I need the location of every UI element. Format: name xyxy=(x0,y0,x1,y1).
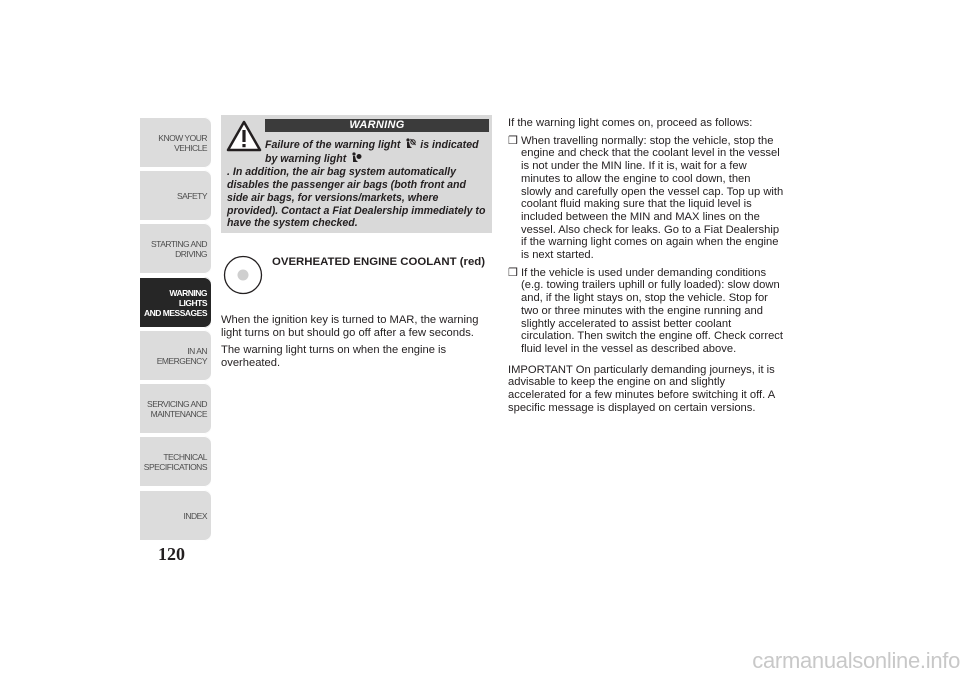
page-number: 120 xyxy=(158,544,185,564)
procedure-column xyxy=(508,117,784,419)
airbag-warning-icon xyxy=(350,152,362,163)
list-item xyxy=(508,135,784,262)
coolant-paragraph-2: The warning light turns on when the engine is overheated. xyxy=(221,344,447,370)
important-note: IMPORTANT On particularly demanding journeys, it is advisable to keep the engine on and slightly accelerated for a few minutes before switching it off. A specific message is displayed on certain versions. xyxy=(508,363,775,414)
airbag-failure-icon xyxy=(404,138,416,149)
list-item-text: When travelling normally: stop the vehicle, stop the engine and check that the coolant level in the vessel is not under the MIN line. If it is, wait for a few minutes to allow the engine to cool down, then slowly and carefully open the vessel cap. Top up with coolant fluid making sure that the liquid level is included between the MIN and MAX lines on the vessel. Also check for leaks. Go to a Fiat Dealership if the warning light comes on again when the engine is next started. xyxy=(521,134,784,262)
procedure-intro: If the warning light comes on, proceed as follows: xyxy=(508,117,753,129)
tab-label: INDEX xyxy=(183,510,207,521)
tab-know-your-vehicle[interactable] xyxy=(140,117,211,168)
tab-label: STARTING AND DRIVING xyxy=(150,238,207,259)
warning-text-part1: Failure of the warning light xyxy=(265,139,401,151)
list-item xyxy=(508,267,784,356)
coolant-warning-light-icon xyxy=(223,255,263,295)
tab-label: SAFETY xyxy=(176,190,207,201)
warning-text xyxy=(227,138,489,230)
tab-label: IN AN EMERGENCY xyxy=(156,345,207,366)
coolant-section-title: OVERHEATED ENGINE COOLANT (red) xyxy=(272,256,486,268)
tab-starting-and-driving[interactable] xyxy=(140,223,211,274)
tab-technical-specifications[interactable] xyxy=(140,436,211,487)
tab-safety[interactable] xyxy=(140,170,211,221)
tab-label: WARNING LIGHTS AND MESSAGES xyxy=(144,287,207,318)
checkbox-bullet-icon: ❒ xyxy=(508,266,519,279)
coolant-paragraph-1: When the ignition key is turned to MAR, the warning light turns on but should go off after a few seconds. xyxy=(221,314,479,339)
tab-servicing[interactable] xyxy=(140,383,211,434)
warning-text-part2: is indicated by warning light xyxy=(265,139,479,165)
warning-lead xyxy=(227,138,489,166)
checkbox-bullet-icon: ❒ xyxy=(508,134,519,147)
tab-index[interactable] xyxy=(140,490,211,541)
list-item-text: If the vehicle is used under demanding conditions (e.g. towing trailers uphill or fully loaded): slow down and, if the light stays on, stop the vehicle. Stop for two or three minutes with the engine running and slightly accelerated to assist better coolant circulation. Then switch the engine off. Check correct fluid level in the vessel as described above. xyxy=(521,266,784,355)
warning-box xyxy=(221,115,492,233)
watermark: carmanualsonline.info xyxy=(752,648,960,673)
tab-label: TECHNICAL SPECIFICATIONS xyxy=(143,451,207,472)
tab-in-an-emergency[interactable] xyxy=(140,330,211,381)
coolant-description xyxy=(221,314,495,375)
tab-label: KNOW YOUR VEHICLE xyxy=(158,132,207,153)
tab-label: SERVICING AND MAINTENANCE xyxy=(147,398,207,419)
warning-header: WARNING xyxy=(265,119,489,132)
tab-warning-lights[interactable] xyxy=(140,277,211,328)
warning-text-part3: . In addition, the air bag system automatically disables the passenger air bags (both front and side air bags, for versions/markets, where provided). Contact a Fiat Dealership immediately to have the system checked. xyxy=(227,165,486,230)
